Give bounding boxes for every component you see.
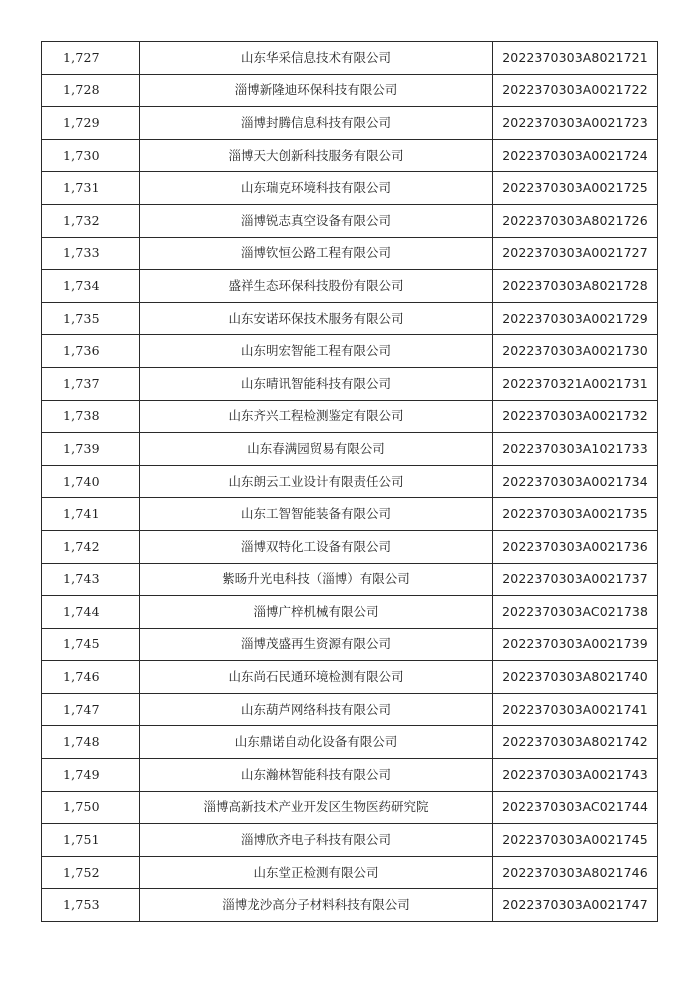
company-name-cell: 山东鼎诺自动化设备有限公司: [140, 726, 493, 759]
registration-code-cell: 2022370303A8021742: [493, 726, 658, 759]
company-name-cell: 山东瀚林智能科技有限公司: [140, 759, 493, 792]
registration-code-cell: 2022370303A0021722: [493, 74, 658, 107]
company-name-cell: 山东瑞克环境科技有限公司: [140, 172, 493, 205]
registration-code-cell: 2022370303A0021730: [493, 335, 658, 368]
row-number-cell: 1,738: [42, 400, 140, 433]
company-name-cell: 山东葫芦网络科技有限公司: [140, 693, 493, 726]
table-row: [42, 302, 658, 335]
company-name-cell: 淄博广梓机械有限公司: [140, 596, 493, 629]
table-row: [42, 42, 658, 75]
row-number-cell: 1,731: [42, 172, 140, 205]
company-name-cell: 山东尚石民通环境检测有限公司: [140, 661, 493, 694]
table-row: [42, 661, 658, 694]
table-row: [42, 726, 658, 759]
table-row: [42, 400, 658, 433]
row-number-cell: 1,753: [42, 889, 140, 922]
row-number-cell: 1,729: [42, 107, 140, 140]
registration-code-cell: 2022370303A0021727: [493, 237, 658, 270]
row-number-cell: 1,728: [42, 74, 140, 107]
table-row: [42, 530, 658, 563]
registration-code-cell: 2022370303AC021738: [493, 596, 658, 629]
registration-code-cell: 2022370303A0021736: [493, 530, 658, 563]
registration-code-cell: 2022370303A0021724: [493, 139, 658, 172]
table-row: [42, 628, 658, 661]
registration-code-cell: 2022370303A1021733: [493, 433, 658, 466]
registration-code-cell: 2022370303A0021735: [493, 498, 658, 531]
table-row: [42, 74, 658, 107]
registration-code-cell: 2022370303A8021726: [493, 204, 658, 237]
company-name-cell: 山东明宏智能工程有限公司: [140, 335, 493, 368]
row-number-cell: 1,740: [42, 465, 140, 498]
registration-code-cell: 2022370303A0021732: [493, 400, 658, 433]
registration-code-cell: 2022370321A0021731: [493, 367, 658, 400]
company-name-cell: 紫旸升光电科技（淄博）有限公司: [140, 563, 493, 596]
table-row: [42, 139, 658, 172]
company-registry-table: [41, 41, 658, 922]
row-number-cell: 1,742: [42, 530, 140, 563]
registration-code-cell: 2022370303A0021741: [493, 693, 658, 726]
table-row: [42, 856, 658, 889]
registration-code-cell: 2022370303A8021740: [493, 661, 658, 694]
registration-code-cell: 2022370303A0021725: [493, 172, 658, 205]
company-name-cell: 山东堂正检测有限公司: [140, 856, 493, 889]
table-row: [42, 596, 658, 629]
company-name-cell: 淄博高新技术产业开发区生物医药研究院: [140, 791, 493, 824]
registration-code-cell: 2022370303AC021744: [493, 791, 658, 824]
row-number-cell: 1,749: [42, 759, 140, 792]
table-row: [42, 563, 658, 596]
company-name-cell: 盛祥生态环保科技股份有限公司: [140, 270, 493, 303]
registration-code-cell: 2022370303A0021743: [493, 759, 658, 792]
row-number-cell: 1,733: [42, 237, 140, 270]
registration-code-cell: 2022370303A0021747: [493, 889, 658, 922]
company-name-cell: 淄博钦恒公路工程有限公司: [140, 237, 493, 270]
row-number-cell: 1,734: [42, 270, 140, 303]
registration-code-cell: 2022370303A8021746: [493, 856, 658, 889]
company-name-cell: 山东安诺环保技术服务有限公司: [140, 302, 493, 335]
registry-table-body: [42, 42, 658, 922]
table-row: [42, 465, 658, 498]
row-number-cell: 1,743: [42, 563, 140, 596]
registration-code-cell: 2022370303A0021737: [493, 563, 658, 596]
registration-code-cell: 2022370303A8021728: [493, 270, 658, 303]
table-row: [42, 433, 658, 466]
company-name-cell: 山东春满园贸易有限公司: [140, 433, 493, 466]
row-number-cell: 1,751: [42, 824, 140, 857]
row-number-cell: 1,735: [42, 302, 140, 335]
table-row: [42, 759, 658, 792]
table-row: [42, 237, 658, 270]
table-row: [42, 172, 658, 205]
row-number-cell: 1,741: [42, 498, 140, 531]
row-number-cell: 1,748: [42, 726, 140, 759]
table-row: [42, 693, 658, 726]
row-number-cell: 1,736: [42, 335, 140, 368]
table-row: [42, 791, 658, 824]
table-row: [42, 824, 658, 857]
company-name-cell: 山东华采信息技术有限公司: [140, 42, 493, 75]
row-number-cell: 1,747: [42, 693, 140, 726]
row-number-cell: 1,737: [42, 367, 140, 400]
company-name-cell: 山东朗云工业设计有限责任公司: [140, 465, 493, 498]
table-row: [42, 204, 658, 237]
registration-code-cell: 2022370303A0021739: [493, 628, 658, 661]
row-number-cell: 1,745: [42, 628, 140, 661]
company-name-cell: 山东齐兴工程检测鉴定有限公司: [140, 400, 493, 433]
company-name-cell: 淄博天大创新科技服务有限公司: [140, 139, 493, 172]
registration-code-cell: 2022370303A0021723: [493, 107, 658, 140]
company-name-cell: 淄博龙沙高分子材料科技有限公司: [140, 889, 493, 922]
registration-code-cell: 2022370303A8021721: [493, 42, 658, 75]
table-row: [42, 498, 658, 531]
company-name-cell: 山东晴讯智能科技有限公司: [140, 367, 493, 400]
row-number-cell: 1,752: [42, 856, 140, 889]
table-row: [42, 107, 658, 140]
company-name-cell: 淄博欣齐电子科技有限公司: [140, 824, 493, 857]
row-number-cell: 1,730: [42, 139, 140, 172]
company-name-cell: 淄博新隆迪环保科技有限公司: [140, 74, 493, 107]
company-name-cell: 淄博封腾信息科技有限公司: [140, 107, 493, 140]
row-number-cell: 1,732: [42, 204, 140, 237]
row-number-cell: 1,750: [42, 791, 140, 824]
row-number-cell: 1,746: [42, 661, 140, 694]
registration-code-cell: 2022370303A0021734: [493, 465, 658, 498]
row-number-cell: 1,727: [42, 42, 140, 75]
registration-code-cell: 2022370303A0021745: [493, 824, 658, 857]
table-row: [42, 889, 658, 922]
table-row: [42, 367, 658, 400]
row-number-cell: 1,739: [42, 433, 140, 466]
company-name-cell: 淄博茂盛再生资源有限公司: [140, 628, 493, 661]
table-row: [42, 270, 658, 303]
row-number-cell: 1,744: [42, 596, 140, 629]
table-row: [42, 335, 658, 368]
company-name-cell: 山东工智智能装备有限公司: [140, 498, 493, 531]
company-name-cell: 淄博双特化工设备有限公司: [140, 530, 493, 563]
registration-code-cell: 2022370303A0021729: [493, 302, 658, 335]
company-name-cell: 淄博锐志真空设备有限公司: [140, 204, 493, 237]
